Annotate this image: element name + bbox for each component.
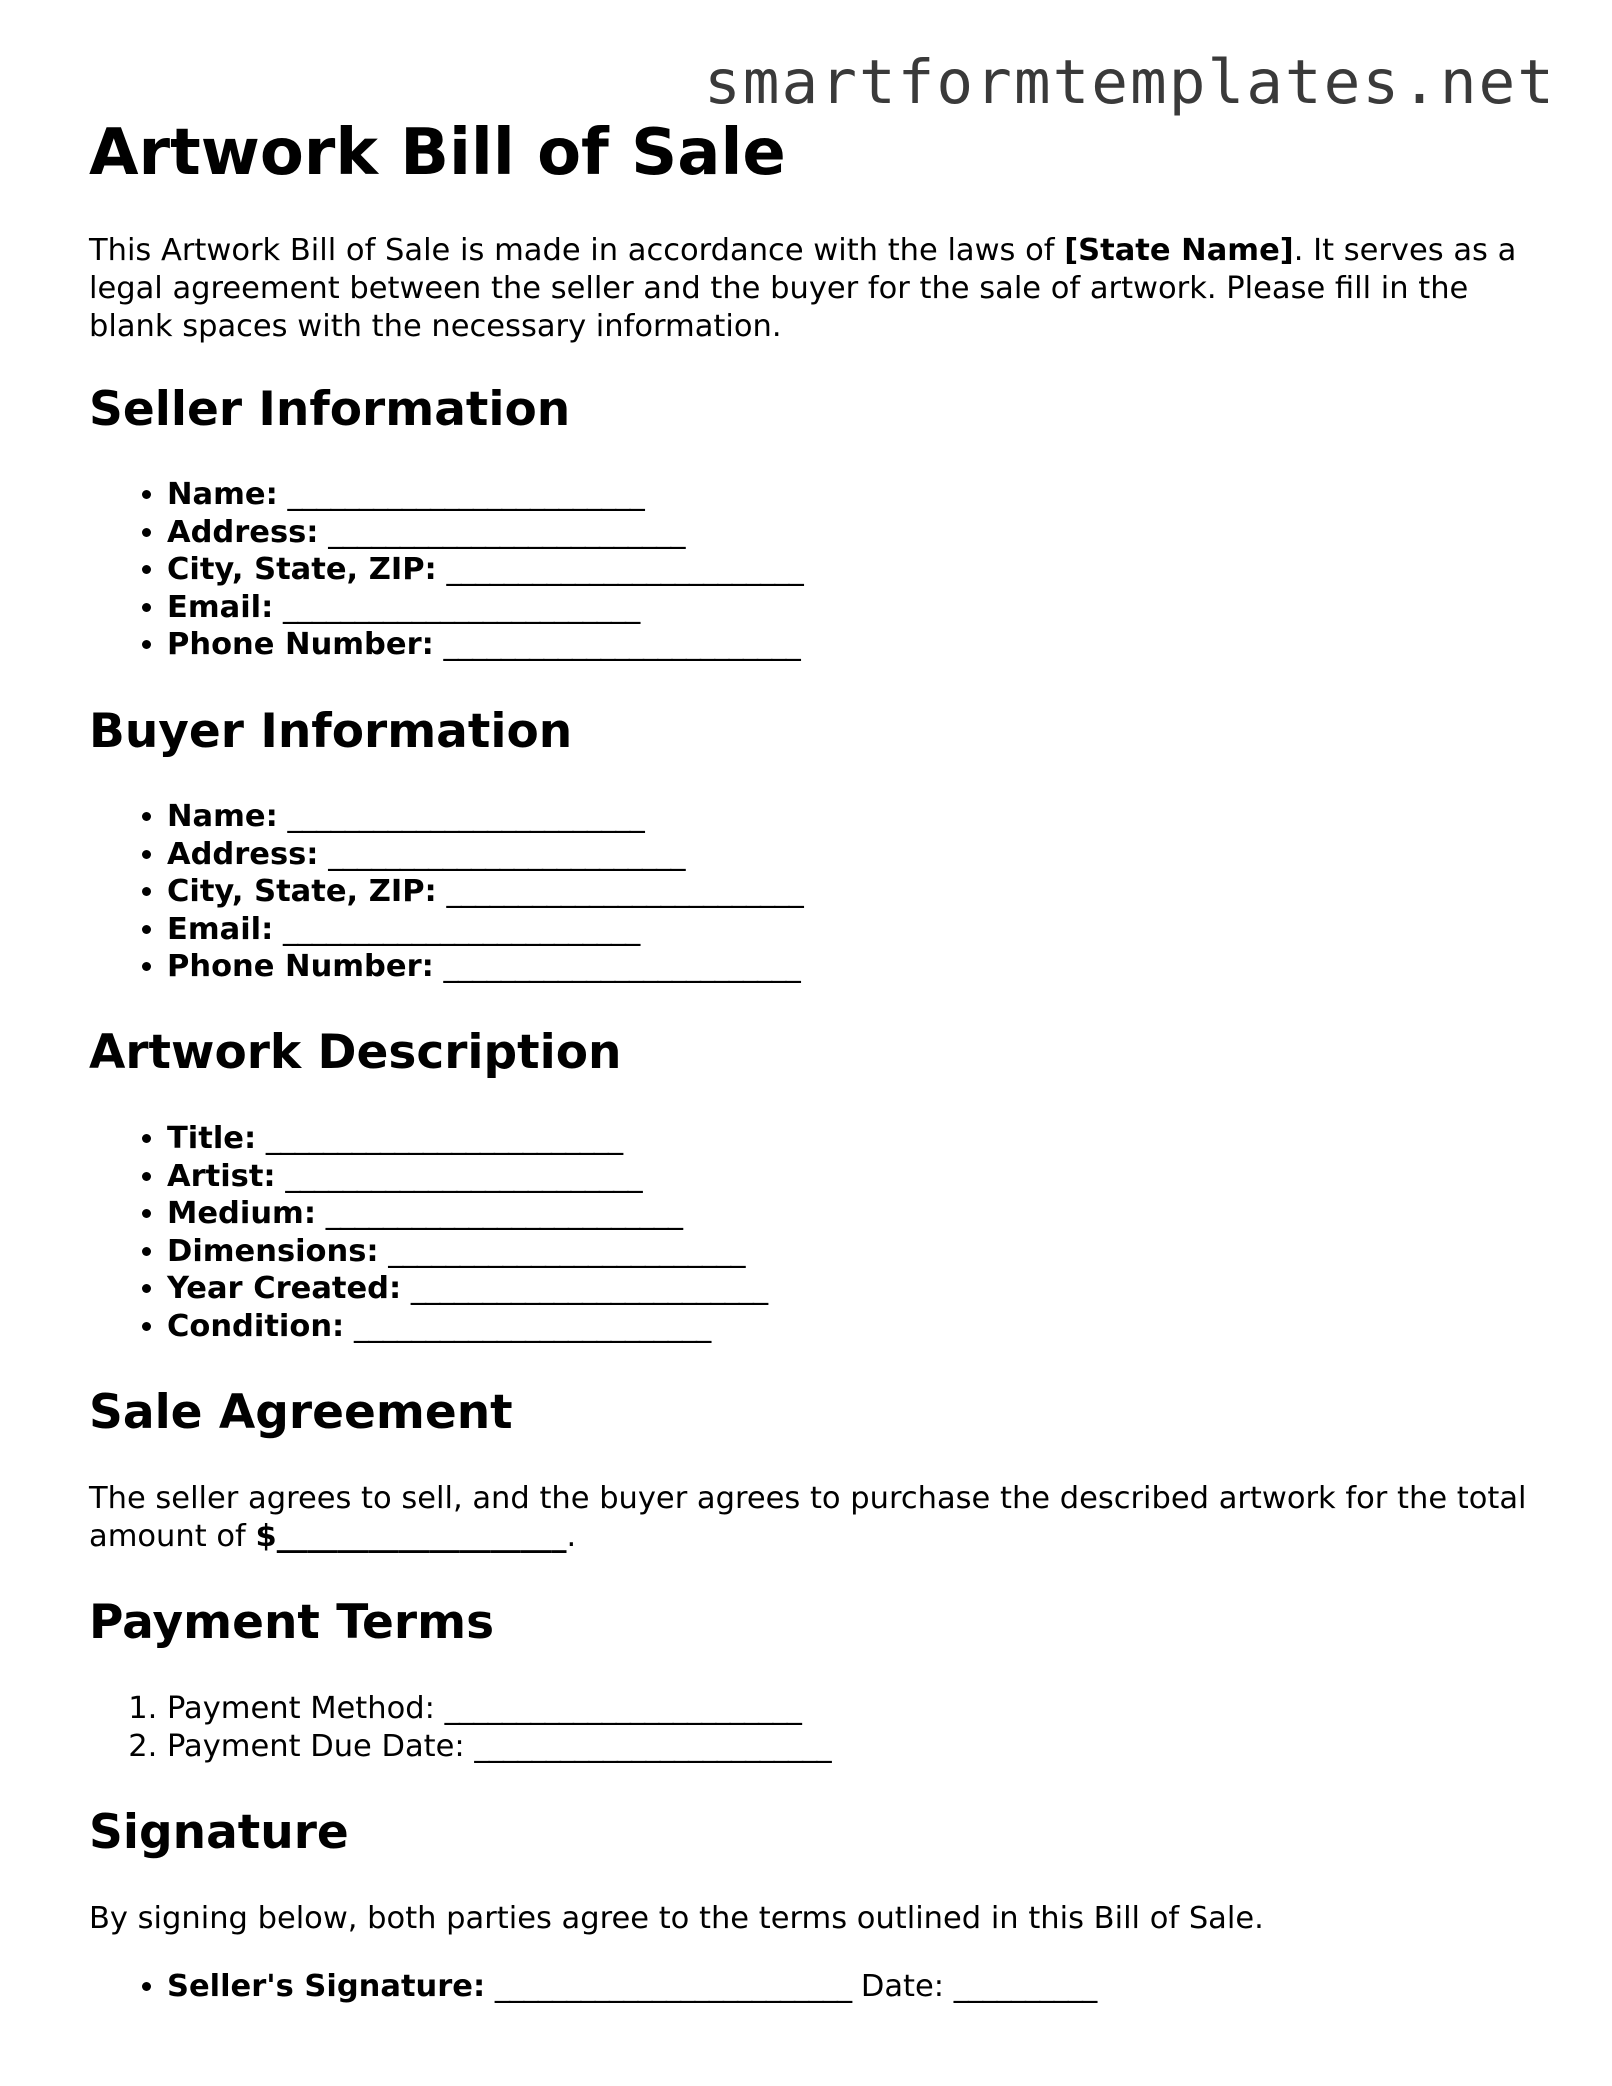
buyer-phone-field [167, 948, 803, 986]
field-blank: _________________________ [446, 874, 803, 910]
sale-agreement-paragraph [89, 1480, 1529, 1556]
seller-address-field [167, 514, 803, 552]
field-label: Year Created: [167, 1271, 402, 1307]
artwork-dimensions-field [167, 1233, 767, 1271]
field-blank: _________________________ [283, 911, 640, 947]
artwork-year-field [167, 1270, 767, 1308]
seller-city-state-zip-field [167, 551, 803, 589]
buyer-city-state-zip-field [167, 873, 803, 911]
intro-text-start: This Artwork Bill of Sale is made in accordance with the laws of [89, 233, 1065, 268]
signature-heading: Signature [89, 1805, 349, 1860]
field-label: Name: [167, 799, 278, 834]
field-blank: _________________________ [388, 1233, 745, 1269]
sale-agreement-heading: Sale Agreement [89, 1385, 513, 1440]
payment-terms-heading: Payment Terms [89, 1595, 495, 1650]
artwork-fields-list [89, 1120, 767, 1346]
sale-text-end: . [566, 1519, 577, 1554]
date-blank: __________ [953, 1969, 1097, 2004]
field-blank: _________________________ [287, 477, 644, 512]
site-watermark: smartformtemplates.net [704, 47, 1556, 118]
state-name-placeholder: [State Name] [1064, 233, 1294, 268]
field-blank: _________________________ [328, 836, 685, 872]
artwork-condition-field [167, 1308, 767, 1346]
field-label: Name: [167, 477, 278, 512]
seller-signature-label: Seller's Signature: [167, 1969, 486, 2004]
artwork-medium-field [167, 1195, 767, 1233]
seller-heading: Seller Information [89, 382, 571, 437]
artwork-title-field [167, 1120, 767, 1158]
payment-due-date-field [167, 1728, 831, 1766]
field-label: Medium: [167, 1196, 317, 1232]
field-label: Email: [167, 589, 274, 625]
intro-paragraph [89, 232, 1529, 346]
field-blank: _________________________ [444, 1691, 801, 1726]
signature-paragraph: By signing below, both parties agree to the terms outlined in this Bill of Sale. [89, 1901, 1264, 1936]
field-label: Address: [167, 514, 319, 550]
field-label: Phone Number: [167, 627, 434, 663]
seller-signature-line [167, 1968, 1096, 2006]
document-title: Artwork Bill of Sale [89, 116, 786, 190]
buyer-heading: Buyer Information [89, 704, 573, 759]
field-blank: _________________________ [410, 1271, 768, 1307]
field-label: Artist: [167, 1158, 276, 1194]
field-blank: _________________________ [283, 589, 640, 625]
buyer-fields-list [89, 798, 803, 986]
artwork-artist-field [167, 1158, 767, 1196]
field-label: Condition: [167, 1308, 345, 1344]
field-label: Payment Method: [167, 1691, 435, 1726]
field-label: City, State, ZIP: [167, 874, 437, 910]
field-blank: _________________________ [285, 1158, 642, 1194]
field-blank: _________________________ [265, 1121, 623, 1156]
sale-amount-blank: $___________________ [255, 1519, 567, 1554]
field-blank: _________________________ [443, 627, 800, 663]
artwork-heading: Artwork Description [89, 1025, 622, 1080]
field-label: Dimensions: [167, 1233, 379, 1269]
intro-text-end: . It serves as a legal agreement between the seller and the buyer for the sale of artwork. Please fill in the blank spaces with the necessary information. [89, 233, 1517, 344]
seller-email-field [167, 589, 803, 627]
field-label: City, State, ZIP: [167, 552, 437, 588]
buyer-address-field [167, 836, 803, 874]
payment-terms-list [89, 1690, 831, 1765]
signature-list [89, 1968, 1096, 2006]
seller-phone-field [167, 626, 803, 664]
buyer-email-field [167, 911, 803, 949]
seller-name-field [167, 476, 803, 514]
field-blank: _________________________ [474, 1728, 831, 1764]
field-label: Address: [167, 836, 319, 872]
date-label: Date: [860, 1969, 945, 2004]
field-blank: _________________________ [328, 514, 685, 550]
field-label: Phone Number: [167, 949, 434, 985]
seller-signature-blank: _________________________ [494, 1969, 852, 2004]
field-blank: _________________________ [287, 799, 644, 834]
field-blank: _________________________ [443, 949, 800, 985]
payment-method-field [167, 1690, 831, 1728]
field-blank: _________________________ [353, 1308, 711, 1344]
field-label: Email: [167, 911, 274, 947]
field-label: Payment Due Date: [167, 1728, 465, 1764]
seller-fields-list [89, 476, 803, 664]
sale-text: The seller agrees to sell, and the buyer agrees to purchase the described artwork for the total amount of [89, 1481, 1527, 1554]
field-blank: _________________________ [325, 1196, 682, 1232]
field-label: Title: [167, 1121, 257, 1156]
buyer-name-field [167, 798, 803, 836]
field-blank: _________________________ [446, 552, 803, 588]
